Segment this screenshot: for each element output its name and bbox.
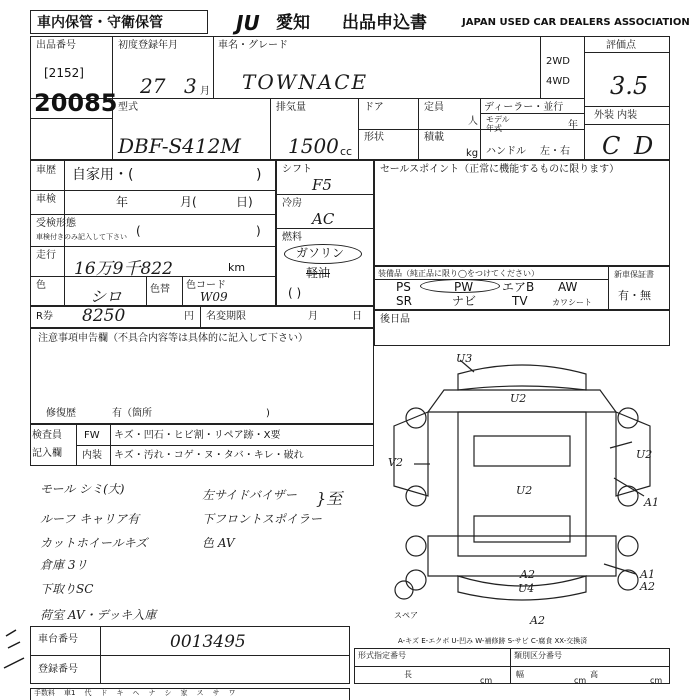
equip-sr: SR <box>396 294 412 308</box>
width-unit: cm <box>574 676 587 685</box>
km-unit: km <box>228 261 246 274</box>
fee-item: ス <box>196 689 204 697</box>
dmg-label-u2-center: U2 <box>516 484 533 497</box>
class-label: 類別区分番号 <box>514 651 562 660</box>
drive-4wd: 4WD <box>546 76 570 87</box>
note-line-2: ルーフ キャリア有 <box>40 512 140 526</box>
handle-label: ハンドル <box>486 146 526 157</box>
note-right-3: 色 AV <box>202 536 235 550</box>
kg-unit: kg <box>466 148 479 159</box>
dmg-label-u4: U4 <box>518 582 535 595</box>
fill-label: 記入欄 <box>32 448 62 459</box>
fee-items <box>34 689 350 700</box>
height-unit: cm <box>650 676 663 685</box>
mileage-value: 16万9千822 <box>74 259 173 279</box>
fee-item: 代 <box>84 689 92 697</box>
damage-legend: A-キズ E-エクボ U-凹み W-補修跡 S-サビ C-腐食 XX-交換済 <box>398 637 588 645</box>
fuel-label: 燃料 <box>282 232 302 243</box>
color-value: シロ <box>90 287 123 306</box>
history-value: 自家用・( <box>72 167 134 183</box>
length-label: 長 <box>404 670 412 679</box>
inspection-day: 日) <box>236 195 253 209</box>
fw-label: FW <box>84 430 100 441</box>
color-label: 色 <box>36 280 46 291</box>
fee-item: サ <box>212 689 220 697</box>
ju-logo-text: JU <box>236 11 260 35</box>
equip-navi: ナビ <box>452 294 477 308</box>
note-line-1: モール シミ(大) <box>40 482 125 496</box>
dmg-label-a1-right: A1 <box>644 496 659 509</box>
year-unit: 年 <box>568 120 578 131</box>
reg-label: 登録番号 <box>38 664 78 675</box>
int-items: キズ・汚れ・コゲ・ヌ・タバ・キレ・破れ <box>114 450 304 461</box>
spare-label: スペア <box>394 611 418 620</box>
recycle-close: ) <box>256 224 261 238</box>
fw-items: キズ・凹石・ヒビ割・リペア跡・X要 <box>114 430 281 441</box>
dmg-label-u2-right: U2 <box>636 448 653 461</box>
first-reg-label: 初度登録年月 <box>118 40 178 51</box>
model-year-label: モデル <box>486 115 510 124</box>
equip-airbag: エアB <box>502 280 535 294</box>
displacement-value: 1500 <box>288 134 339 158</box>
width-label: 幅 <box>516 670 524 679</box>
form-title: 出品申込書 <box>342 13 427 33</box>
storage-box <box>30 10 208 34</box>
back-order-box <box>374 310 670 346</box>
yen-unit: 円 <box>184 311 194 322</box>
form-label: 形式指定番号 <box>358 651 406 660</box>
equip-pw: PW <box>454 280 474 294</box>
dmg-label-u2-extra: U2 <box>510 392 527 405</box>
fee-item: ヘ <box>132 689 140 697</box>
type-label: 型式 <box>118 102 138 113</box>
r-ken-value: 8250 <box>82 306 126 326</box>
vehicle-diagram <box>374 346 670 630</box>
repair-close: ) <box>266 408 270 419</box>
dmg-label-a2-left: A2 <box>520 568 535 581</box>
exterior-grade: C <box>602 132 621 160</box>
month-unit: 月 <box>200 86 210 97</box>
recycle-note: 車検付きのみ記入して下さい <box>36 233 127 241</box>
fuel-value: ガソリン <box>296 246 345 260</box>
capacity-unit: 人 <box>468 116 478 127</box>
history-label: 車歴 <box>36 165 56 176</box>
repair-label: 修復歴 <box>46 408 76 419</box>
inspector-label: 検査員 <box>32 430 62 441</box>
type-value: DBF-S412M <box>118 134 241 158</box>
inspection-label: 車検 <box>36 194 56 205</box>
history-close: ) <box>256 167 262 183</box>
sales-point-label: セールスポイント（正常に機能するものに限ります） <box>380 164 620 175</box>
name-change-label: 名変期限 <box>206 311 246 322</box>
note-bracket: }至 <box>316 489 343 508</box>
repair-value: 有（箇所 <box>112 408 152 419</box>
displacement-label: 排気量 <box>276 102 306 113</box>
color-change-label: 色替 <box>150 284 170 295</box>
fee-label: 手数料 <box>34 689 55 697</box>
fuel-other: ( ) <box>288 286 302 300</box>
interior-grade: D <box>634 132 654 160</box>
length-unit: cm <box>480 676 493 685</box>
fuel-crossed: 軽油 <box>306 266 331 280</box>
grade-value: 3.5 <box>610 72 649 100</box>
fee-item: キ <box>116 689 124 697</box>
inspection-month: 月( <box>180 195 197 209</box>
model-value: TOWNACE <box>242 70 369 94</box>
name-change-day: 日 <box>352 311 362 322</box>
note-line-3: カットホイールキズ <box>40 536 148 550</box>
first-reg-year: 27 <box>140 74 166 98</box>
lot-label: 出品番号 <box>36 40 76 51</box>
dealer-label: ディーラー・並行 <box>484 102 564 113</box>
shift-label: シフト <box>282 164 312 175</box>
equip-ps: PS <box>396 280 411 294</box>
fee-item: ナ <box>148 689 156 697</box>
sales-point-box <box>374 160 670 266</box>
association-name: JAPAN USED CAR DEALERS ASSOCIATION <box>462 17 690 28</box>
note-right-2: 下フロントスポイラー <box>202 512 322 526</box>
lot-number: 20085 <box>34 89 118 117</box>
storage-label: 車内保管・守衛保管 <box>37 15 163 31</box>
drive-2wd: 2WD <box>546 56 570 67</box>
inspection-year: 年 <box>116 195 129 209</box>
dmg-label-a2-bottom: A2 <box>530 614 545 627</box>
load-label: 積載 <box>424 132 444 143</box>
fee-item: 車1 <box>64 689 76 697</box>
note-right-1: 左サイドバイザー <box>202 488 297 502</box>
frame-label: 車台番号 <box>38 634 78 645</box>
check-mark <box>2 628 28 674</box>
recycle-label: 受検形態 <box>36 218 76 229</box>
r-ken-label: R券 <box>36 311 53 322</box>
shape-label: 形状 <box>364 132 384 143</box>
equipment-label: 装備品（純正品に限り◯をつけてください） <box>378 269 539 278</box>
model-label: 車名・グレード <box>218 40 288 51</box>
equip-aw: AW <box>558 280 578 294</box>
equip-seat: カワシート <box>552 298 592 307</box>
equip-pw-circle <box>420 279 500 293</box>
shift-value: F5 <box>312 176 332 194</box>
handle-options: 左・右 <box>540 146 570 157</box>
notes-label: 注意事項申告欄（不具合内容等は具体的に記入して下さい） <box>38 333 308 344</box>
ac-label: 冷房 <box>282 198 302 209</box>
note-line-5: 下取りSC <box>40 582 94 596</box>
fee-item: 家 <box>180 689 188 697</box>
ac-value: AC <box>312 210 335 228</box>
dmg-label-u3: U3 <box>456 352 473 365</box>
equip-tv: TV <box>512 294 528 308</box>
lot-subnumber: [2152] <box>44 66 84 80</box>
dmg-label-a2-right: A2 <box>640 580 655 593</box>
door-label: ドア <box>364 102 384 113</box>
mileage-label: 走行 <box>36 250 56 261</box>
warranty-label: 新車保証書 <box>614 270 654 279</box>
dmg-label-a1-rear: A1 <box>640 568 655 581</box>
pref-title: 愛知 <box>276 13 310 33</box>
cc-unit: cc <box>340 145 353 158</box>
int-label: 内装 <box>82 450 102 461</box>
first-reg-month: 3 <box>184 74 197 98</box>
capacity-label: 定員 <box>424 102 444 113</box>
frame-value: 0013495 <box>170 632 246 652</box>
color-code-value: W09 <box>200 290 228 304</box>
color-code-label: 色コード <box>186 280 226 291</box>
note-line-6: 荷室 AV・デッキ入庫 <box>40 608 157 622</box>
grade-label: 評価点 <box>606 40 636 51</box>
ext-int-label: 外装 内装 <box>594 110 638 121</box>
name-change-month: 月 <box>308 311 318 322</box>
model-year-sub: 年式 <box>486 124 502 133</box>
back-order-label: 後日品 <box>380 314 410 325</box>
height-label: 高 <box>590 670 598 679</box>
fee-item: シ <box>164 689 172 697</box>
dmg-label-v2: V2 <box>388 456 403 469</box>
fee-item: ワ <box>228 689 236 697</box>
note-line-4: 倉庫 3リ <box>40 558 88 572</box>
warranty-options: 有・無 <box>618 289 651 302</box>
fee-item: ド <box>100 689 108 697</box>
recycle-open: ( <box>136 224 141 238</box>
